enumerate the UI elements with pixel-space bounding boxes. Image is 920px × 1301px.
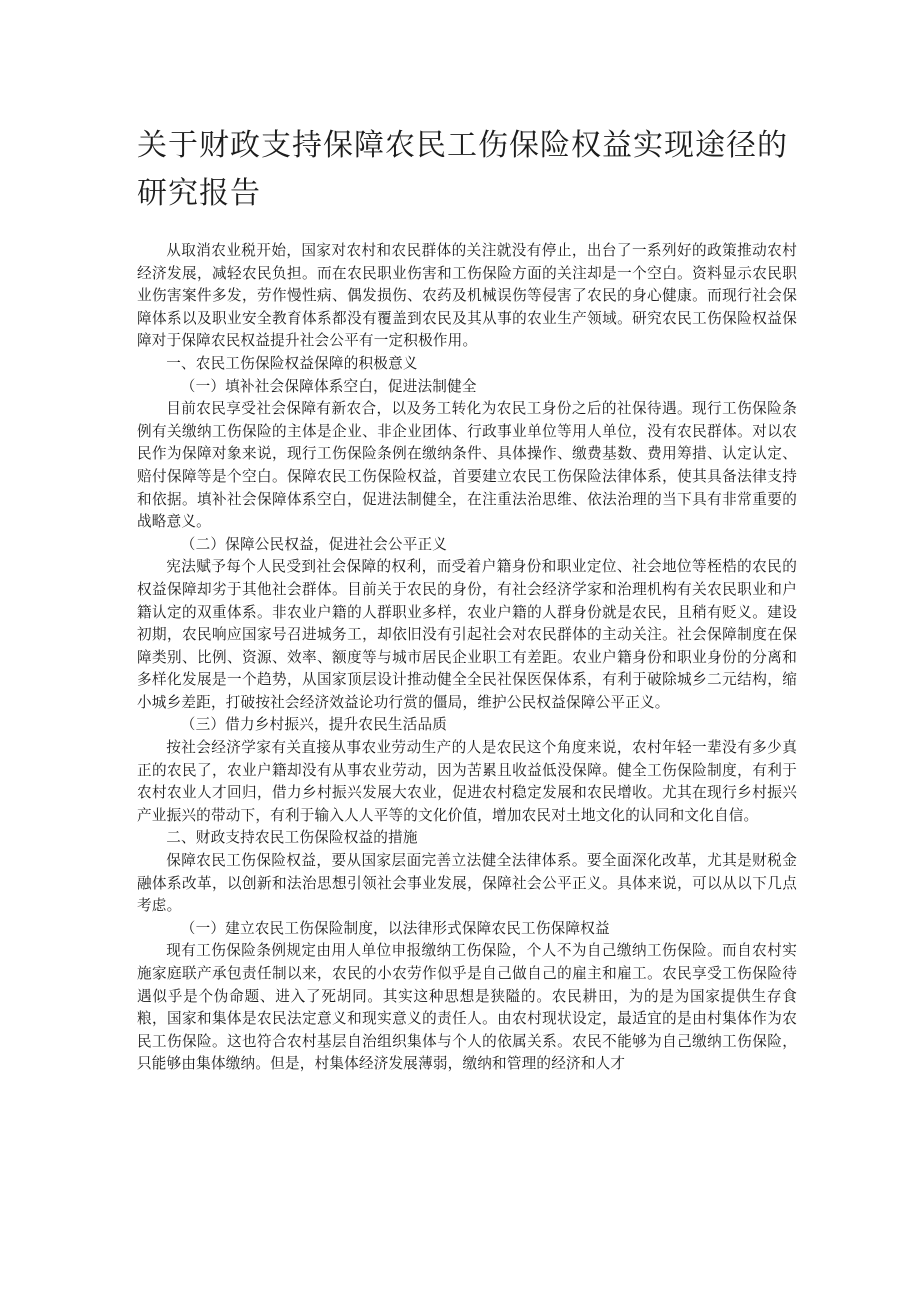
section-heading: 二、财政支持农民工伤保险权益的措施: [166, 829, 418, 847]
body-paragraph: 目前农民享受社会保障有新农合，以及务工转化为农民工身份之后的社保待遇。现行工伤保险条例有关缴纳工伤保险的主体是企业、非企业团体、行政事业单位等用人单位，没有农民群体。对以农民作为保障对象来说，现行工伤保险条例在缴纳条件、具体操作、缴费基数、费用筹措、认定认定、赔付保障等是个空白。保障农民工伤保险权益，首要建立农民工伤保险法律体系，使其具备法律支持和依据。填补社会保障体系空白，促进法制健全，在注重法治思维、依法治理的当下具有非常重要的战略意义。: [137, 400, 797, 531]
document-page: [137, 122, 797, 1076]
document-body: [137, 240, 797, 1076]
subsection-heading: （三）借力乡村振兴，提升农民生活品质: [180, 716, 448, 734]
body-paragraph: 现有工伤保险条例规定由用人单位申报缴纳工伤保险，个人不为自己缴纳工伤保险。而自农村实施家庭联产承包责任制以来，农民的小农劳作似乎是自己做自己的雇主和雇工。农民享受工伤保险待遇似乎是个伪命题、进入了死胡同。其实这种思想是狭隘的。农民耕田，为的是为国家提供生存食粮，国家和集体是农民法定意义和现实意义的责任人。由农村现状设定，最适宜的是由村集体作为农民工伤保险。这也符合农村基层自治组织集体与个人的依属关系。农民不能够为自己缴纳工伤保险，只能够由集体缴纳。但是，村集体经济发展薄弱，缴纳和管理的经济和人才: [137, 942, 797, 1073]
body-paragraph: 宪法赋予每个人民受到社会保障的权利，而受着户籍身份和职业定位、社会地位等桎梏的农民的权益保障却劣于其他社会群体。目前关于农民的身份，有社会经济学家和治理机构有关农民职业和户籍认定的双重体系。非农业户籍的人群职业多样，农业户籍的人群身份就是农民，且稍有贬义。建设初期，农民响应国家号召进城务工，却依旧没有引起社会对农民群体的主动关注。社会保障制度在保障类别、比例、资源、效率、额度等与城市居民企业职工有差距。农业户籍身份和职业身份的分离和多样化发展是一个趋势，从国家顶层设计推动健全全民社保医保体系，有利于破除城乡二元结构，缩小城乡差距，打破按社会经济效益论功行赏的僵局，维护公民权益保障公平正义。: [137, 558, 797, 711]
subsection-heading: （一）填补社会保障体系空白，促进法制健全: [180, 377, 477, 395]
body-paragraph: 保障农民工伤保险权益，要从国家层面完善立法健全法律体系。要全面深化改革，尤其是财税金融体系改革，以创新和法治思想引领社会事业发展，保障社会公平正义。具体来说，可以从以下几点考虑。: [137, 852, 797, 915]
body-paragraph: 从取消农业税开始，国家对农村和农民群体的关注就没有停止，出台了一系列好的政策推动农村经济发展，减轻农民负担。而在农民职业伤害和工伤保险方面的关注却是一个空白。资料显示农民职业伤害案件多发，劳作慢性病、偶发损伤、农药及机械误伤等侵害了农民的身心健康。而现行社会保障体系以及职业安全教育体系都没有覆盖到农民及其从事的农业生产领域。研究农民工伤保险权益保障对于保障农民权益提升社会公平有一定积极作用。: [137, 242, 797, 350]
section-heading: 一、农民工伤保险权益保障的积极意义: [166, 354, 418, 372]
subsection-heading: （一）建立农民工伤保险制度，以法律形式保障农民工伤保障权益: [180, 919, 610, 937]
subsection-heading: （二）保障公民权益，促进社会公平正义: [180, 535, 448, 553]
document-title: 关于财政支持保障农民工伤保险权益实现途径的研究报告: [137, 128, 788, 211]
body-paragraph: 按社会经济学家有关直接从事农业劳动生产的人是农民这个角度来说，农村年轻一辈没有多少真正的农民了，农业户籍却没有从事农业劳动，因为苦累且收益低没保障。健全工伤保险制度，有利于农村农业人才回归，借力乡村振兴发展大农业，促进农村稳定发展和农民增收。尤其在现行乡村振兴产业振兴的带动下，有利于输入人人平等的文化价值，增加农民对土地文化的认同和文化自信。: [137, 739, 797, 824]
